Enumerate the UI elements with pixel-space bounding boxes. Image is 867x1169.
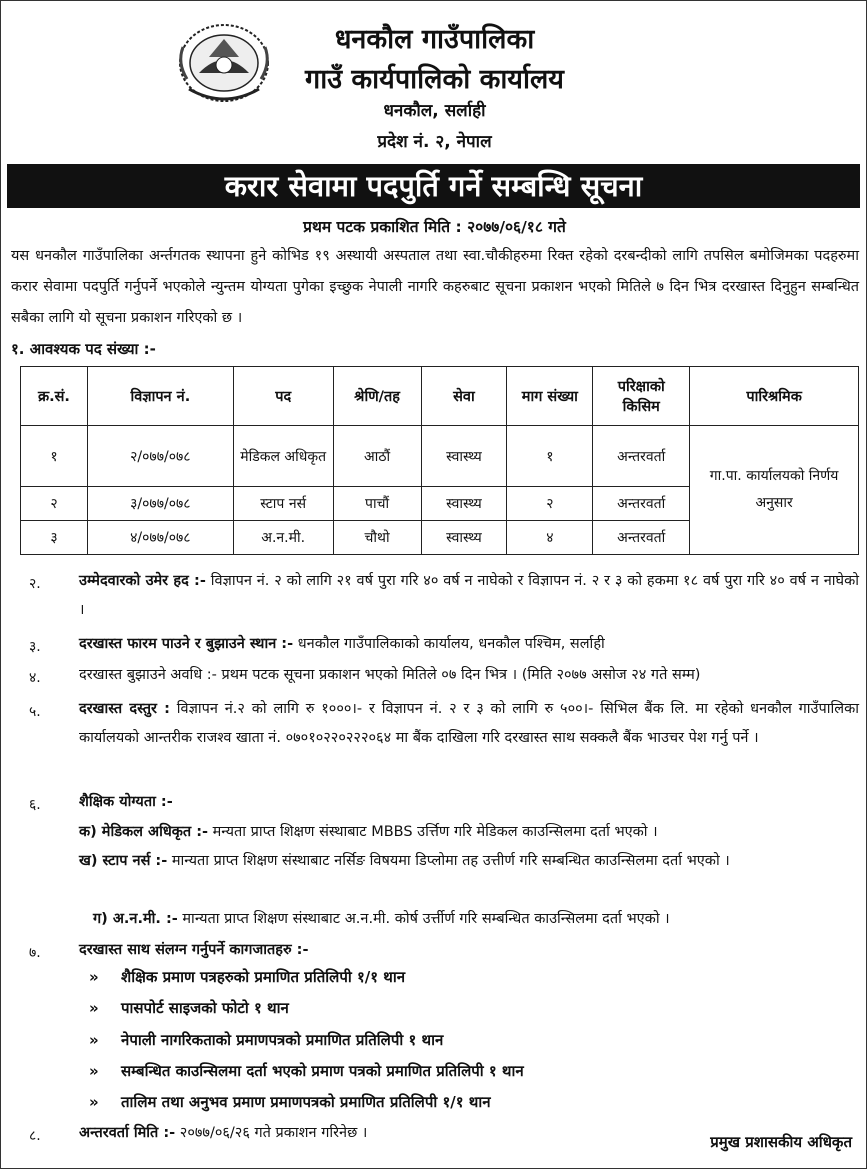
section-number: ५.	[29, 704, 41, 720]
section-number: ६.	[29, 797, 41, 813]
table-cell: अ.न.मी.	[233, 521, 333, 555]
table-header: पद	[233, 367, 333, 426]
deadline-paragraph: दरखास्त बुझाउने अवधि :- प्रथम पटक सूचना प्रकाशन भएको मितिले ०७ दिन भित्र । (मिति २०७७ असोज २४ गते सम्म)	[79, 667, 701, 683]
table-header: क्र.सं.	[21, 367, 88, 426]
age-limit-text: विज्ञापन नं. २ को लागि २१ वर्ष पुरा गरि ४० वर्ष न नाघेको र विज्ञापन नं. २ र ३ को हकमा १८ वर्ष पुरा गरि ४० वर्ष न नाघेको ।	[79, 573, 859, 618]
office-province: प्रदेश नं. २, नेपाल	[377, 132, 492, 152]
list-item: » नेपाली नागरिकताको प्रमाणपत्रको प्रमाणित प्रतिलिपी १ थान	[89, 1031, 444, 1049]
table-cell: स्वास्थ्य	[421, 521, 507, 555]
medical-text: मन्यता प्राप्त शिक्षण संस्थाबाट MBBS उर्त्तिण गरि मेडिकल काउन्सिलमा दर्ता भएको ।	[208, 824, 658, 840]
fee-label: दरखास्त दस्तुर :	[79, 701, 170, 717]
table-cell: ३	[21, 521, 88, 555]
table-cell: आठौं	[333, 426, 421, 487]
table-cell: ४	[507, 521, 593, 555]
age-limit-paragraph	[79, 567, 859, 625]
qualification-nurse	[79, 847, 859, 876]
qualification-title: शैक्षिक योग्यता :-	[79, 794, 173, 810]
office-subtitle: गाउँ कार्यपालिको कार्यालय	[305, 64, 564, 95]
table-cell: चौथो	[333, 521, 421, 555]
form-location-paragraph	[79, 630, 859, 659]
table-cell: स्वास्थ्य	[421, 487, 507, 521]
office-name: धनकौल गाउँपालिका	[334, 24, 535, 55]
chevron-icon: »	[89, 1062, 99, 1080]
interview-date-paragraph	[79, 1119, 639, 1148]
form-location-label: दरखास्त फारम पाउने र बुझाउने स्थान :-	[79, 636, 294, 652]
fee-paragraph	[79, 695, 859, 753]
table-cell: १	[507, 426, 593, 487]
table-cell: २	[507, 487, 593, 521]
table-header-row	[21, 367, 859, 426]
anm-label: ग) अ.न.मी. :-	[93, 911, 178, 927]
table-cell: मेडिकल अधिकृत	[233, 426, 333, 487]
interview-date-text: २०७७/०६/२६ गते प्रकाशन गरिनेछ ।	[175, 1125, 368, 1141]
table-cell: १	[21, 426, 88, 487]
chevron-icon: »	[89, 1031, 99, 1049]
table-cell: अन्तरवर्ता	[593, 487, 690, 521]
table-header: श्रेणि/तह	[333, 367, 421, 426]
intro-paragraph: यस धनकौल गाउँपालिका अर्न्तगतक स्थापना हुने कोभिड १९ अस्थायी अस्पताल तथा स्वा.चौकीहरुमा रिक्त रहेको दरबन्दीको लागि तपसिल बमोजिमका पदहरुमा करार सेवामा पदपुर्ति गर्नुपर्ने भएकोले न्युन्तम योग्यता पुगेका इच्छुक नेपाली नागरि कहरुबाट सूचना प्रकाशन भएको मितिले ७ दिन भित्र दरखास्त दिनुहुन सम्बन्धित सबैका लागि यो सूचना प्रकाशन गरिएको छ ।	[11, 248, 859, 326]
section-1-title: १. आवश्यक पद संख्या :-	[11, 340, 156, 358]
office-address: धनकौल, सर्लाही	[383, 101, 486, 121]
table-cell: ३/०७७/०७८	[87, 487, 233, 521]
signature-title: प्रमुख प्रशासकीय अधिकृत	[710, 1133, 852, 1151]
table-header: पारिश्रमिक	[690, 367, 859, 426]
table-cell: २	[21, 487, 88, 521]
section-number: २.	[29, 576, 41, 592]
section-number: ३.	[29, 639, 41, 655]
table-header: सेवा	[421, 367, 507, 426]
table-row	[21, 426, 859, 487]
list-item: » सम्बन्धित काउन्सिलमा दर्ता भएको प्रमाण पत्रको प्रमाणित प्रतिलिपी १ थान	[89, 1062, 524, 1080]
form-location-text: धनकौल गाउँपालिकाको कार्यालय, धनकौल पश्चिम, सर्लाही	[293, 636, 605, 652]
interview-date-label: अन्तरवर्ता मिति :-	[79, 1125, 176, 1141]
posts-table	[20, 366, 859, 555]
chevron-icon: »	[89, 1093, 99, 1111]
documents-title: दरखास्त साथ संलग्न गर्नुपर्ने कागजातहरु :-	[79, 942, 309, 958]
table-cell: अन्तरवर्ता	[593, 426, 690, 487]
qualification-medical	[79, 818, 859, 847]
table-cell: अन्तरवर्ता	[593, 521, 690, 555]
table-cell: २/०७७/०७८	[87, 426, 233, 487]
anm-text: मान्यता प्राप्त शिक्षण संस्थाबाट अ.न.मी. कोर्ष उर्त्तीर्ण गरि सम्बन्धित काउन्सिलमा दर्ता भएको ।	[177, 911, 670, 927]
age-limit-label: उम्मेदवारको उमेर हद :-	[79, 573, 206, 589]
section-number: ८.	[29, 1128, 41, 1144]
salary-cell: गा.पा. कार्यालयको निर्णय अनुसार	[690, 426, 859, 555]
table-cell: ४/०७७/०७८	[87, 521, 233, 555]
list-item: » तालिम तथा अनुभव प्रमाण प्रमाणपत्रको प्रमाणित प्रतिलिपी १/१ थान	[89, 1093, 491, 1111]
publish-date: प्रथम पटक प्रकाशित मिति : २०७७/०६/१८ गते	[303, 218, 566, 236]
table-header: विज्ञापन नं.	[87, 367, 233, 426]
table-cell: स्टाप नर्स	[233, 487, 333, 521]
section-number: ७.	[29, 945, 41, 961]
notice-title: करार सेवामा पदपुर्ति गर्ने सम्बन्धि सूचना	[7, 164, 860, 208]
nurse-text: मान्यता प्राप्त शिक्षण संस्थाबाट नर्सिङ विषयमा डिप्लोमा तह उत्तीर्ण गरि सम्बन्धित काउन्सिलमा दर्ता भएको ।	[167, 853, 730, 869]
chevron-icon: »	[89, 968, 99, 986]
section-number: ४.	[29, 670, 41, 686]
table-header: माग संख्या	[507, 367, 593, 426]
fee-text: विज्ञापन नं.२ को लागि रु १०००।- र विज्ञापन नं. २ र ३ को लागि रु ५००।- सिभिल बैंक लि. मा रहेको धनकौल गाउँपालिका कार्यालयको आन्तरीक राजश्व खाता नं. ०७०१०२२०२२२०६४ मा बैंक दाखिला गरि दरखास्त साथ सक्कलै बैंक भाउचर पेश गर्नु पर्ने ।	[79, 701, 859, 746]
list-item: » शैक्षिक प्रमाण पत्रहरुको प्रमाणित प्रतिलिपी १/१ थान	[89, 968, 406, 986]
table-header: परिक्षाको किसिम	[593, 367, 690, 426]
qualification-anm	[93, 905, 859, 934]
table-cell: स्वास्थ्य	[421, 426, 507, 487]
nurse-label: ख) स्टाप नर्स :-	[79, 853, 168, 869]
chevron-icon: »	[89, 999, 99, 1017]
list-item: » पासपोर्ट साइजको फोटो १ थान	[89, 999, 289, 1017]
table-cell: पाचौं	[333, 487, 421, 521]
medical-label: क) मेडिकल अधिकृत :-	[79, 824, 209, 840]
